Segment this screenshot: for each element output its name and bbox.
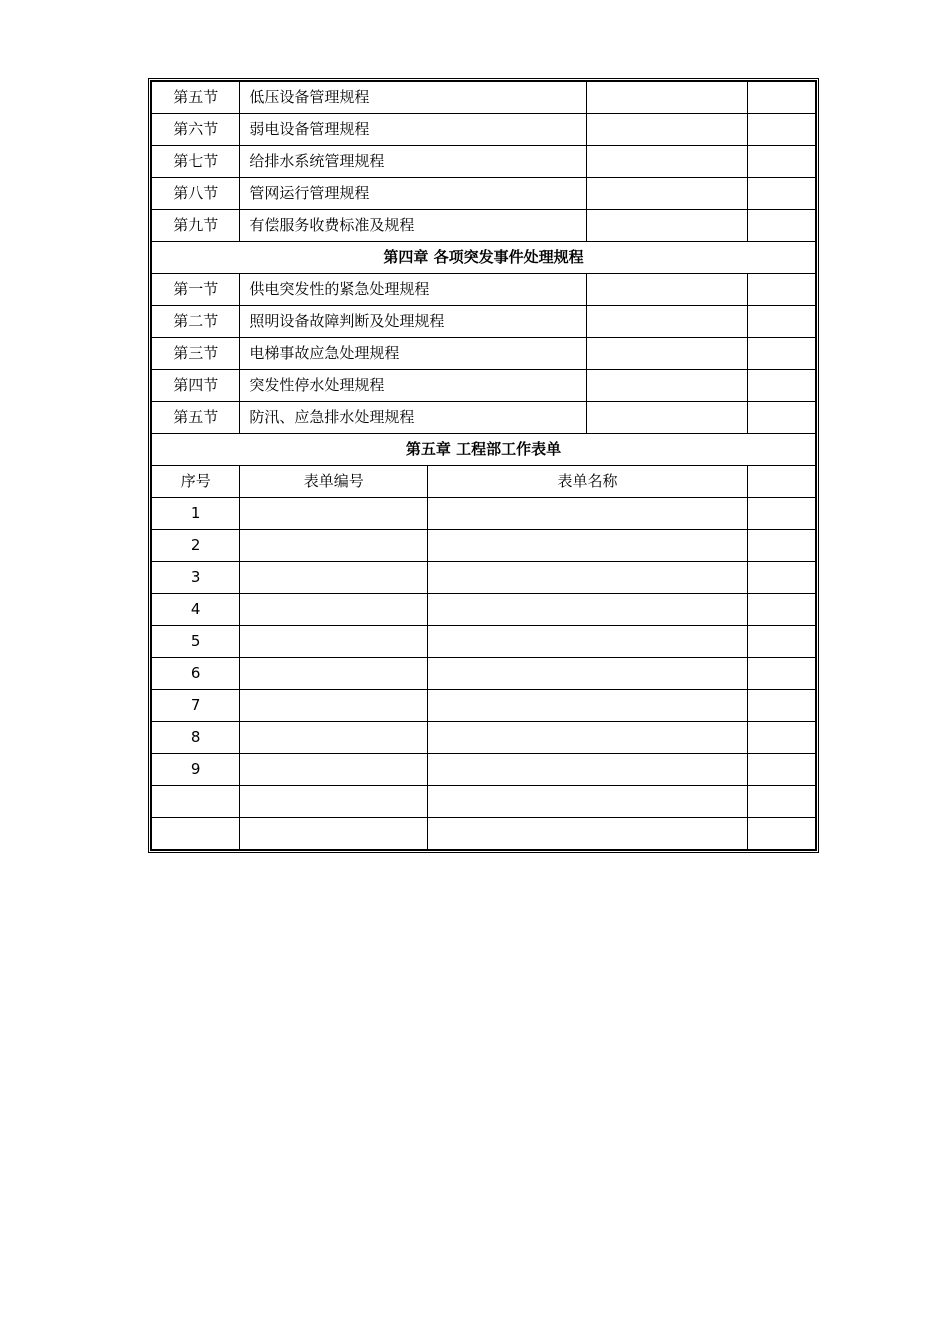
section-number: 第二节	[152, 306, 240, 338]
section-row	[152, 370, 816, 402]
section-row	[152, 82, 816, 114]
empty-cell	[586, 146, 747, 178]
empty-cell	[747, 370, 815, 402]
empty-cell	[586, 402, 747, 434]
empty-cell	[586, 178, 747, 210]
form-name-cell	[428, 658, 747, 690]
empty-cell	[747, 818, 815, 850]
section-title: 电梯事故应急处理规程	[240, 338, 587, 370]
empty-cell	[747, 786, 815, 818]
section-row	[152, 114, 816, 146]
section-row	[152, 338, 816, 370]
empty-cell	[747, 722, 815, 754]
form-number-cell	[240, 594, 428, 626]
form-name-cell	[428, 722, 747, 754]
section-number: 第七节	[152, 146, 240, 178]
empty-cell	[586, 114, 747, 146]
section-row	[152, 306, 816, 338]
section-number: 第五节	[152, 402, 240, 434]
section-title: 照明设备故障判断及处理规程	[240, 306, 587, 338]
form-number-cell	[240, 498, 428, 530]
section-number: 第六节	[152, 114, 240, 146]
section-number: 第九节	[152, 210, 240, 242]
row-seq: 9	[152, 754, 240, 786]
table-row	[152, 498, 816, 530]
table-row	[152, 754, 816, 786]
empty-cell	[586, 338, 747, 370]
form-number-cell	[240, 530, 428, 562]
row-seq: 5	[152, 626, 240, 658]
empty-cell	[747, 402, 815, 434]
row-seq	[152, 818, 240, 850]
table-row	[152, 690, 816, 722]
section-title: 突发性停水处理规程	[240, 370, 587, 402]
section-title: 供电突发性的紧急处理规程	[240, 274, 587, 306]
form-name-cell	[428, 626, 747, 658]
form-number-cell	[240, 786, 428, 818]
section-title: 弱电设备管理规程	[240, 114, 587, 146]
form-number-cell	[240, 818, 428, 850]
section-title: 低压设备管理规程	[240, 82, 587, 114]
row-seq: 2	[152, 530, 240, 562]
empty-cell	[747, 562, 815, 594]
empty-cell	[747, 690, 815, 722]
section-row	[152, 274, 816, 306]
column-header-form-number: 表单编号	[240, 466, 428, 498]
section-title: 有偿服务收费标准及规程	[240, 210, 587, 242]
form-table-header	[152, 466, 816, 498]
form-number-cell	[240, 722, 428, 754]
document-table	[150, 80, 817, 851]
empty-cell	[586, 274, 747, 306]
empty-cell	[747, 210, 815, 242]
section-row	[152, 210, 816, 242]
empty-cell	[586, 210, 747, 242]
table-row	[152, 626, 816, 658]
section-number: 第八节	[152, 178, 240, 210]
table-row	[152, 658, 816, 690]
empty-cell	[747, 626, 815, 658]
section-number: 第五节	[152, 82, 240, 114]
row-seq: 1	[152, 498, 240, 530]
section-number: 第三节	[152, 338, 240, 370]
empty-cell	[747, 530, 815, 562]
row-seq: 7	[152, 690, 240, 722]
empty-cell	[586, 306, 747, 338]
row-seq: 4	[152, 594, 240, 626]
section-row	[152, 178, 816, 210]
empty-cell	[586, 82, 747, 114]
form-rows	[152, 498, 816, 850]
form-name-cell	[428, 594, 747, 626]
form-number-cell	[240, 754, 428, 786]
column-header-form-name: 表单名称	[428, 466, 747, 498]
section-row	[152, 146, 816, 178]
row-seq: 8	[152, 722, 240, 754]
row-seq: 6	[152, 658, 240, 690]
section-number: 第四节	[152, 370, 240, 402]
empty-cell	[747, 498, 815, 530]
row-seq: 3	[152, 562, 240, 594]
empty-cell	[747, 754, 815, 786]
empty-cell	[747, 466, 815, 498]
form-name-cell	[428, 754, 747, 786]
row-seq	[152, 786, 240, 818]
empty-cell	[747, 274, 815, 306]
toc-table	[151, 81, 816, 850]
form-name-cell	[428, 562, 747, 594]
chapter-4-heading: 第四章 各项突发事件处理规程	[152, 242, 816, 274]
column-header-seq: 序号	[152, 466, 240, 498]
table-row	[152, 562, 816, 594]
form-name-cell	[428, 818, 747, 850]
section-title: 管网运行管理规程	[240, 178, 587, 210]
chapter-heading-row	[152, 434, 816, 466]
empty-cell	[747, 338, 815, 370]
section-title: 防汛、应急排水处理规程	[240, 402, 587, 434]
section-row	[152, 402, 816, 434]
table-row	[152, 722, 816, 754]
empty-cell	[747, 114, 815, 146]
empty-cell	[747, 82, 815, 114]
form-name-cell	[428, 786, 747, 818]
form-name-cell	[428, 690, 747, 722]
form-number-cell	[240, 562, 428, 594]
form-number-cell	[240, 690, 428, 722]
chapter-heading-row	[152, 242, 816, 274]
empty-cell	[747, 178, 815, 210]
empty-cell	[747, 306, 815, 338]
table-row	[152, 594, 816, 626]
empty-cell	[586, 370, 747, 402]
section-title: 给排水系统管理规程	[240, 146, 587, 178]
empty-cell	[747, 658, 815, 690]
form-name-cell	[428, 530, 747, 562]
form-number-cell	[240, 626, 428, 658]
empty-cell	[747, 594, 815, 626]
form-number-cell	[240, 658, 428, 690]
section-number: 第一节	[152, 274, 240, 306]
table-row	[152, 818, 816, 850]
form-name-cell	[428, 498, 747, 530]
chapter-5-heading: 第五章 工程部工作表单	[152, 434, 816, 466]
table-row	[152, 530, 816, 562]
table-row	[152, 786, 816, 818]
empty-cell	[747, 146, 815, 178]
